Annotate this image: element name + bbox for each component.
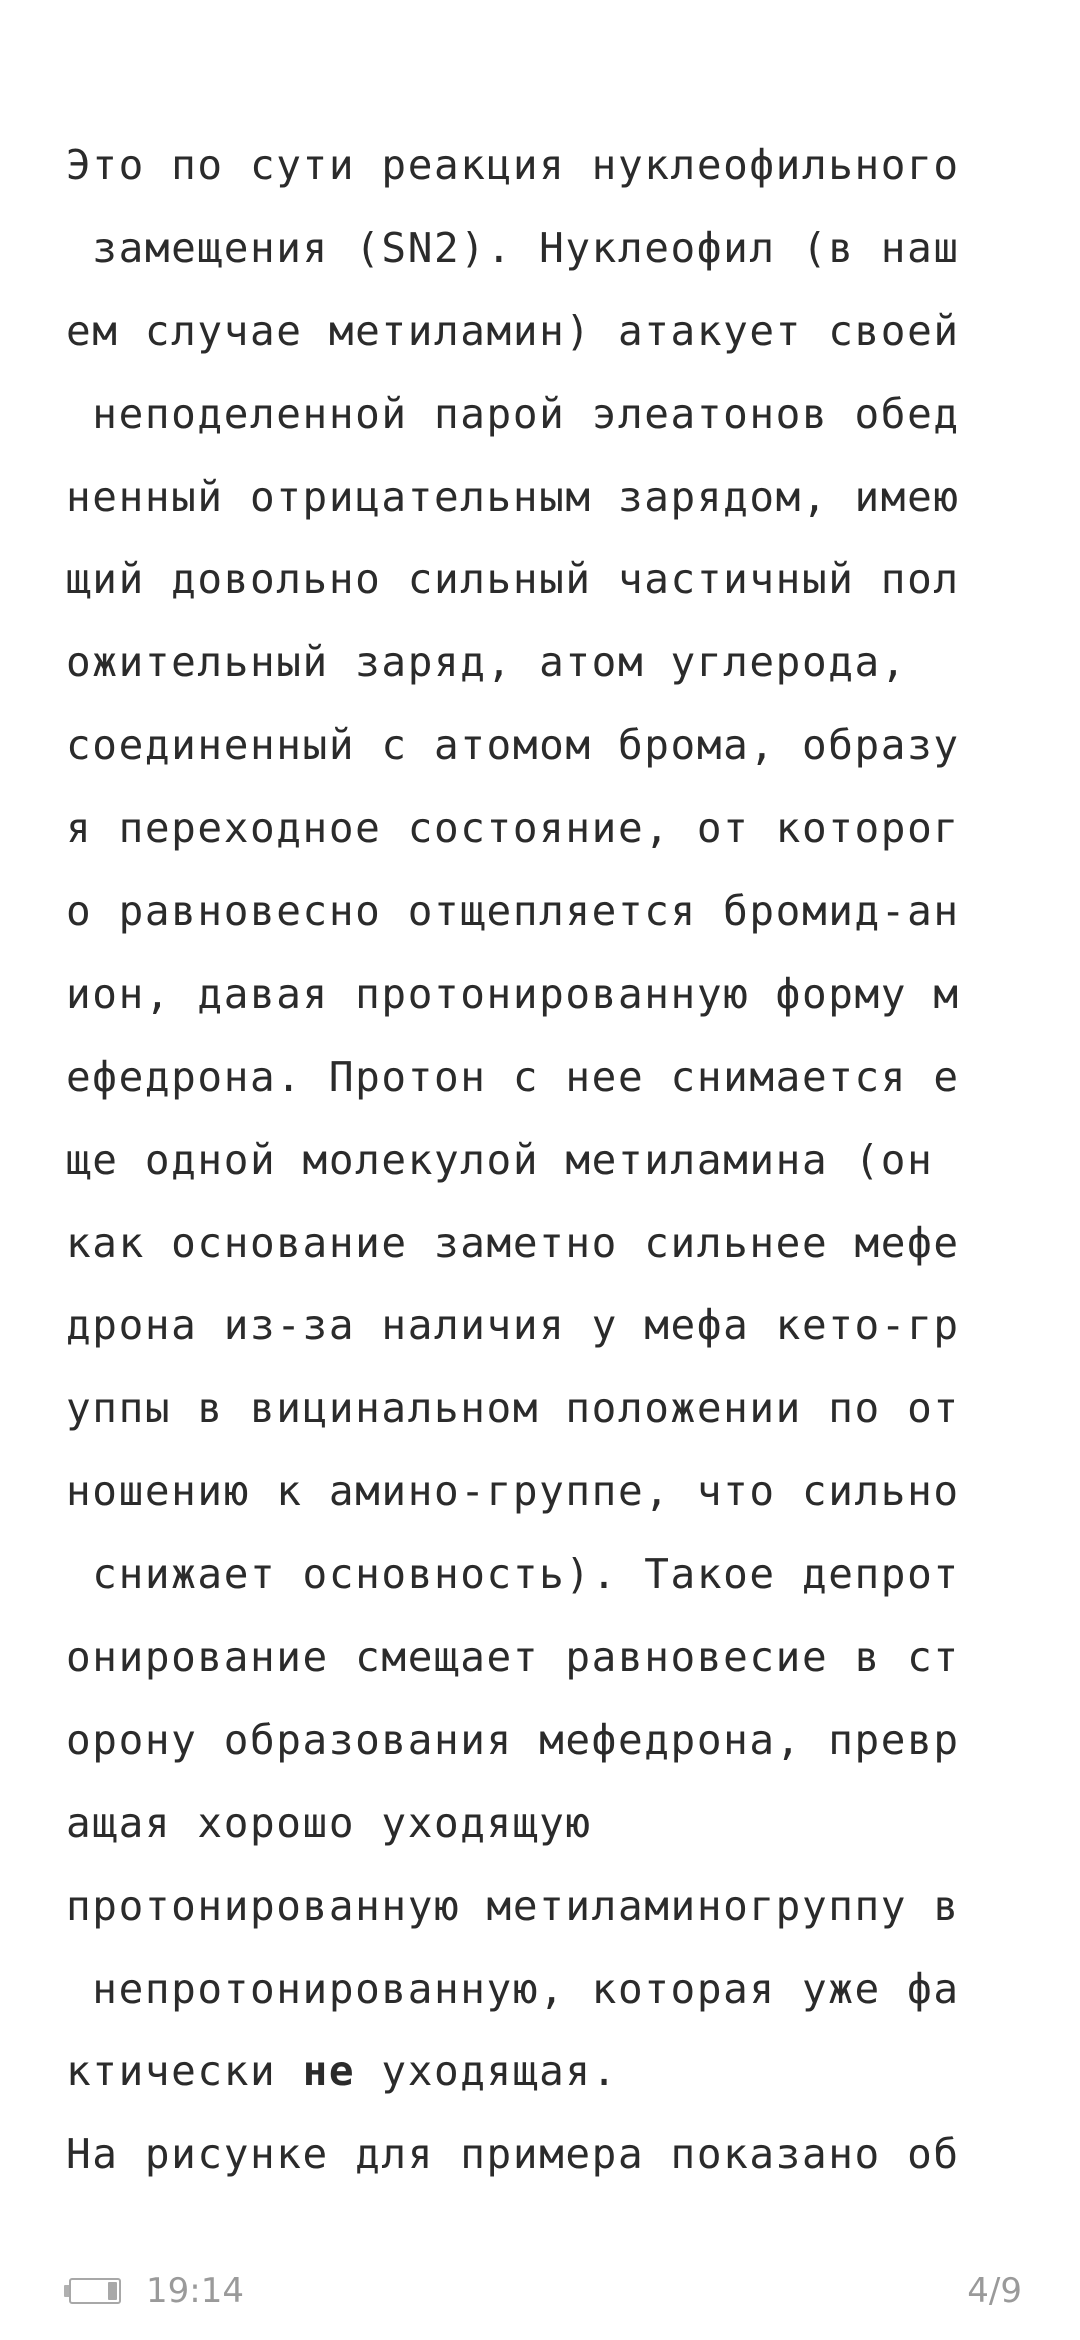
text-line: соединенный с атомом брома, образу [66, 721, 960, 770]
text-line: как основание заметно сильнее мефе [66, 1218, 960, 1267]
text-line-emphasis [66, 2030, 1026, 2113]
text-segment: ктически [66, 2047, 303, 2096]
text-line: я переходное состояние, от которог [66, 804, 960, 853]
text-line: ефедрона. Протон с нее снимается е [66, 1052, 960, 1101]
clock-time: 19:14 [146, 2271, 244, 2311]
text-line: снижает основность). Такое депрот [66, 1550, 960, 1599]
text-line: непротонированную, которая уже фа [66, 1964, 960, 2013]
battery-icon [64, 2276, 126, 2306]
text-line: неподеленной парой элеатонов обед [66, 389, 960, 438]
text-line: ще одной молекулой метиламина (он [66, 1135, 934, 1184]
text-line: замещения (SN2). Нуклеофил (в наш [66, 223, 960, 272]
text-line: онирование смещает равновесие в ст [66, 1633, 960, 1682]
text-segment: уходящая. [355, 2047, 618, 2096]
text-line: ем случае метиламин) атакует своей [66, 306, 960, 355]
battery-body [69, 2278, 121, 2304]
text-line: протонированную метиламиногруппу в [66, 1881, 960, 1930]
text-line: дрона из-за наличия у мефа кето-гр [66, 1301, 960, 1350]
text-line: ожительный заряд, атом углерода, [66, 638, 908, 687]
text-line: щий довольно сильный частичный пол [66, 555, 960, 604]
text-line: ненный отрицательным зарядом, имею [66, 472, 960, 521]
page-indicator: 4/9 [967, 2271, 1022, 2311]
book-text [66, 124, 1026, 2196]
text-line: уппы в вицинальном положении по от [66, 1384, 960, 1433]
text-line: ащая хорошо уходящую [66, 1798, 592, 1847]
text-line: о равновесно отщепляется бромид-ан [66, 887, 960, 936]
text-line: ношению к амино-группе, что сильно [66, 1467, 960, 1516]
bold-word: не [302, 2047, 356, 2096]
reader-status-bar [0, 2262, 1080, 2322]
text-line: ион, давая протонированную форму м [66, 969, 960, 1018]
text-line: Это по сути реакция нуклеофильного [66, 141, 960, 189]
text-line: орону образования мефедрона, превр [66, 1715, 960, 1764]
battery-level [108, 2282, 117, 2300]
text-line: На рисунке для примера показано об [66, 2130, 960, 2179]
